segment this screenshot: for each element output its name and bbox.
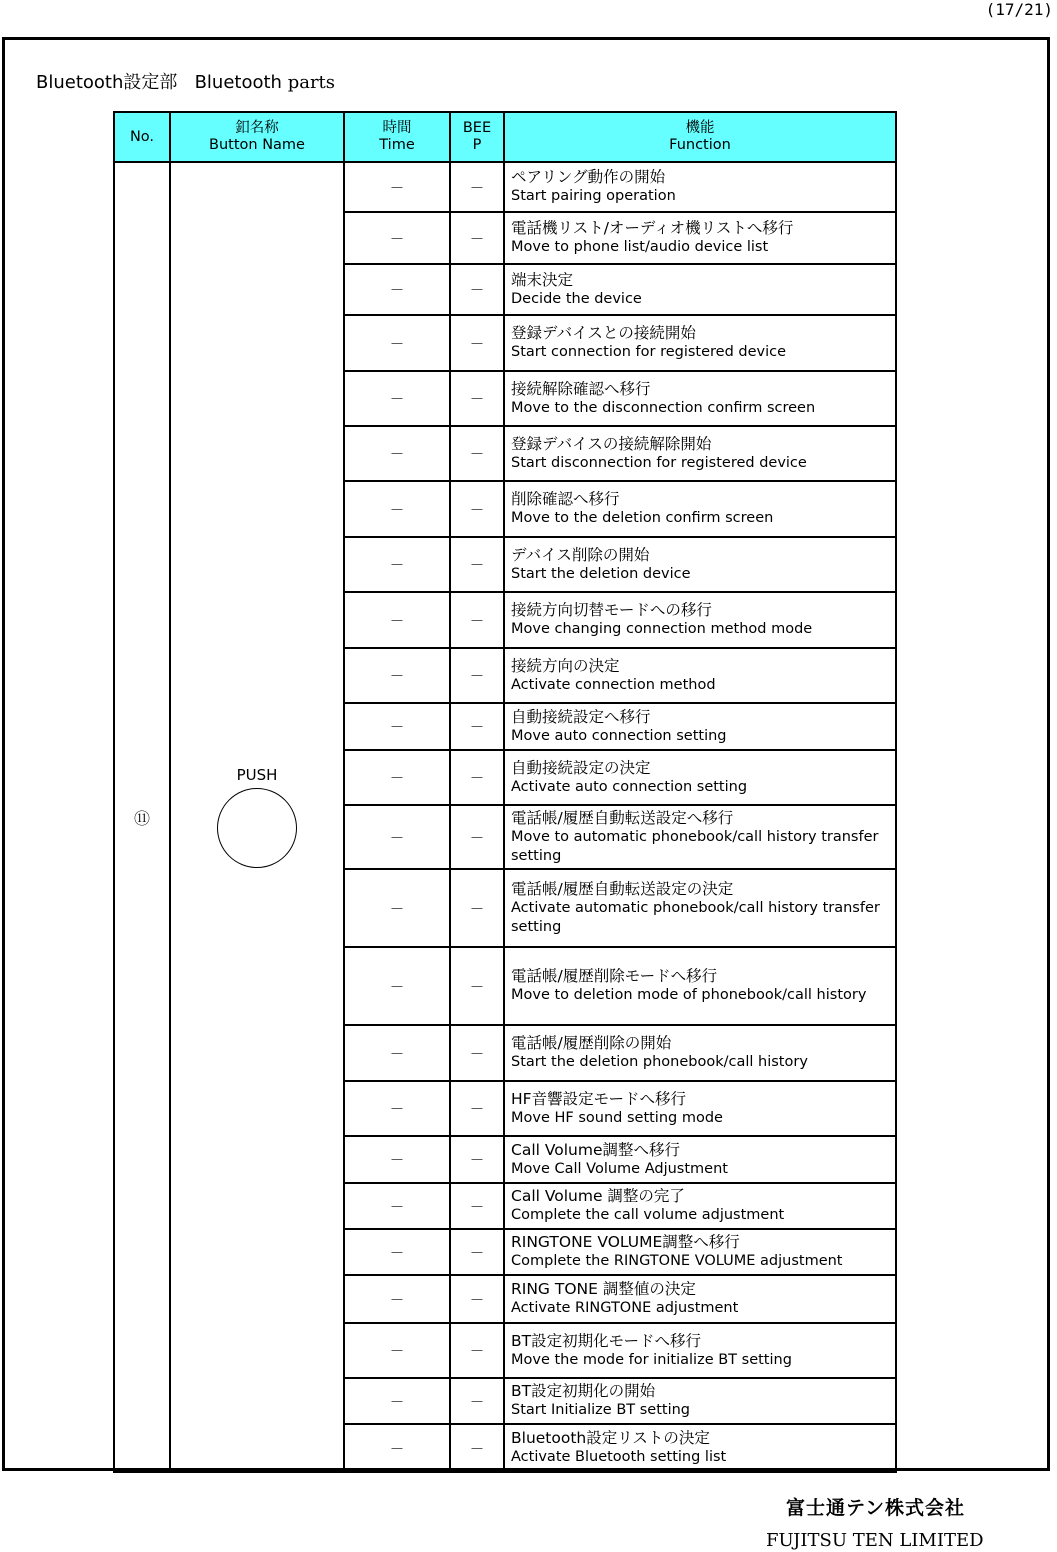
time-cell: － <box>344 1275 450 1323</box>
section-title-jp: Bluetooth設定部 <box>36 72 178 93</box>
function-jp: Bluetooth設定リストの決定 <box>511 1429 710 1447</box>
beep-cell: － <box>450 1323 504 1378</box>
time-cell: － <box>344 1025 450 1081</box>
function-cell <box>504 481 896 537</box>
function-cell <box>504 1275 896 1323</box>
beep-cell: － <box>450 371 504 426</box>
time-cell: － <box>344 212 450 264</box>
button-function-table <box>113 111 897 1473</box>
function-en: Activate RINGTONE adjustment <box>511 1300 739 1316</box>
function-cell <box>504 1424 896 1472</box>
time-cell: － <box>344 750 450 805</box>
function-cell <box>504 1229 896 1275</box>
time-cell: － <box>344 947 450 1025</box>
time-cell: － <box>344 426 450 481</box>
function-cell <box>504 648 896 703</box>
function-en: Move HF sound setting mode <box>511 1109 723 1126</box>
function-jp: デバイス削除の開始 <box>511 545 650 564</box>
function-en: Start Initialize BT setting <box>511 1402 691 1418</box>
function-cell <box>504 1136 896 1183</box>
function-en: Start the deletion device <box>511 565 691 582</box>
function-jp: 接続方向切替モードへの移行 <box>511 601 712 619</box>
beep-cell: － <box>450 481 504 537</box>
time-cell: － <box>344 1378 450 1424</box>
header-time: 時間 Time <box>344 112 450 162</box>
beep-cell: － <box>450 1183 504 1229</box>
beep-cell: － <box>450 162 504 212</box>
function-en: Start the deletion phonebook/call history <box>511 1054 808 1070</box>
time-cell: － <box>344 162 450 212</box>
function-cell <box>504 1025 896 1081</box>
beep-cell: － <box>450 1136 504 1183</box>
time-cell: － <box>344 1323 450 1378</box>
function-cell <box>504 162 896 212</box>
beep-cell: － <box>450 592 504 648</box>
time-cell: － <box>344 869 450 947</box>
function-cell <box>504 869 896 947</box>
function-jp: HF音響設定モードへ移行 <box>511 1089 686 1108</box>
function-cell <box>504 1323 896 1378</box>
push-button-icon <box>217 788 297 868</box>
function-en: Start connection for registered device <box>511 344 787 360</box>
function-cell <box>504 947 896 1025</box>
function-jp: 接続方向の決定 <box>511 656 620 675</box>
time-cell: － <box>344 648 450 703</box>
time-cell: － <box>344 703 450 750</box>
function-en: Complete the call volume adjustment <box>511 1207 785 1223</box>
function-cell <box>504 1183 896 1229</box>
beep-cell: － <box>450 1025 504 1081</box>
time-cell: － <box>344 481 450 537</box>
header-beep: BEE P <box>450 112 504 162</box>
section-title <box>36 68 335 94</box>
function-en: Move to phone list/audio device list <box>511 239 769 255</box>
button-name-cell <box>170 162 344 1472</box>
function-jp: 端末決定 <box>511 270 574 289</box>
function-jp: Call Volume 調整の完了 <box>511 1187 685 1205</box>
page-number: (17/21) <box>985 0 1053 19</box>
function-jp: 接続解除確認へ移行 <box>511 379 651 398</box>
function-en: Move to automatic phonebook/call history transfer setting <box>511 828 879 864</box>
time-cell: － <box>344 537 450 592</box>
function-jp: 電話帳/履歴自動転送設定へ移行 <box>511 808 734 827</box>
header-no: No. <box>114 112 170 162</box>
function-en: Activate auto connection setting <box>511 778 748 795</box>
beep-cell: － <box>450 315 504 371</box>
row-number: ⑪ <box>114 162 170 1472</box>
table-body <box>114 162 896 1472</box>
function-cell <box>504 537 896 592</box>
function-en: Move Call Volume Adjustment <box>511 1160 728 1177</box>
function-en: Move to deletion mode of phonebook/call history <box>511 987 867 1003</box>
function-jp: 削除確認へ移行 <box>511 490 620 508</box>
beep-cell: － <box>450 703 504 750</box>
beep-cell: － <box>450 1378 504 1424</box>
function-cell <box>504 426 896 481</box>
function-jp: 登録デバイスとの接続開始 <box>511 324 696 342</box>
table-row <box>114 162 896 212</box>
beep-cell: － <box>450 805 504 869</box>
function-en: Move to the disconnection confirm screen <box>511 399 816 416</box>
function-en: Decide the device <box>511 290 642 307</box>
beep-cell: － <box>450 869 504 947</box>
time-cell: － <box>344 1136 450 1183</box>
function-cell <box>504 1378 896 1424</box>
function-en: Start pairing operation <box>511 188 676 204</box>
function-jp: 自動接続設定へ移行 <box>511 707 651 726</box>
function-cell <box>504 703 896 750</box>
beep-cell: － <box>450 1424 504 1472</box>
company-name-jp: 富士通テン株式会社 <box>786 1497 966 1519</box>
time-cell: － <box>344 1183 450 1229</box>
header-function: 機能 Function <box>504 112 896 162</box>
function-jp: 電話帳/履歴削除の開始 <box>511 1034 672 1052</box>
company-name-en: FUJITSU TEN LIMITED <box>766 1530 984 1551</box>
function-jp: Call Volume調整へ移行 <box>511 1140 681 1159</box>
function-jp: RINGTONE VOLUME調整へ移行 <box>511 1233 740 1251</box>
beep-cell: － <box>450 947 504 1025</box>
beep-cell: － <box>450 1081 504 1136</box>
beep-cell: － <box>450 537 504 592</box>
function-jp: 電話機リスト/オーディオ機リストへ移行 <box>511 219 794 237</box>
time-cell: － <box>344 1229 450 1275</box>
function-jp: BT設定初期化の開始 <box>511 1382 656 1400</box>
function-cell <box>504 1081 896 1136</box>
beep-cell: － <box>450 1275 504 1323</box>
beep-cell: － <box>450 1229 504 1275</box>
time-cell: － <box>344 592 450 648</box>
function-en: Activate Bluetooth setting list <box>511 1449 727 1465</box>
function-cell <box>504 212 896 264</box>
function-cell <box>504 592 896 648</box>
beep-cell: － <box>450 750 504 805</box>
function-en: Move changing connection method mode <box>511 621 813 637</box>
section-title-en-suffix: parts <box>287 72 336 93</box>
function-jp: 電話帳/履歴削除モードへ移行 <box>511 967 718 985</box>
function-cell <box>504 264 896 315</box>
function-jp: 自動接続設定の決定 <box>511 758 651 777</box>
function-jp: 登録デバイスの接続解除開始 <box>511 434 712 453</box>
beep-cell: － <box>450 264 504 315</box>
function-cell <box>504 750 896 805</box>
header-button-name: 釦名称 Button Name <box>170 112 344 162</box>
beep-cell: － <box>450 648 504 703</box>
function-cell <box>504 805 896 869</box>
push-label: PUSH <box>236 766 278 784</box>
section-title-en: Bluetooth <box>194 72 282 93</box>
table-header-row <box>114 112 896 162</box>
function-jp: BT設定初期化モードへ移行 <box>511 1331 701 1350</box>
function-cell <box>504 315 896 371</box>
time-cell: － <box>344 315 450 371</box>
function-en: Activate automatic phonebook/call history transfer setting <box>511 899 880 935</box>
function-en: Move to the deletion confirm screen <box>511 510 774 526</box>
function-jp: RING TONE 調整値の決定 <box>511 1280 696 1298</box>
time-cell: － <box>344 371 450 426</box>
function-jp: ペアリング動作の開始 <box>511 168 666 186</box>
function-en: Move the mode for initialize BT setting <box>511 1351 792 1368</box>
time-cell: － <box>344 264 450 315</box>
function-en: Start disconnection for registered device <box>511 454 807 471</box>
function-en: Complete the RINGTONE VOLUME adjustment <box>511 1253 843 1269</box>
beep-cell: － <box>450 426 504 481</box>
time-cell: － <box>344 1081 450 1136</box>
function-en: Activate connection method <box>511 676 716 693</box>
function-jp: 電話帳/履歴自動転送設定の決定 <box>511 879 734 898</box>
time-cell: － <box>344 805 450 869</box>
time-cell: － <box>344 1424 450 1472</box>
function-cell <box>504 371 896 426</box>
function-en: Move auto connection setting <box>511 727 727 744</box>
beep-cell: － <box>450 212 504 264</box>
